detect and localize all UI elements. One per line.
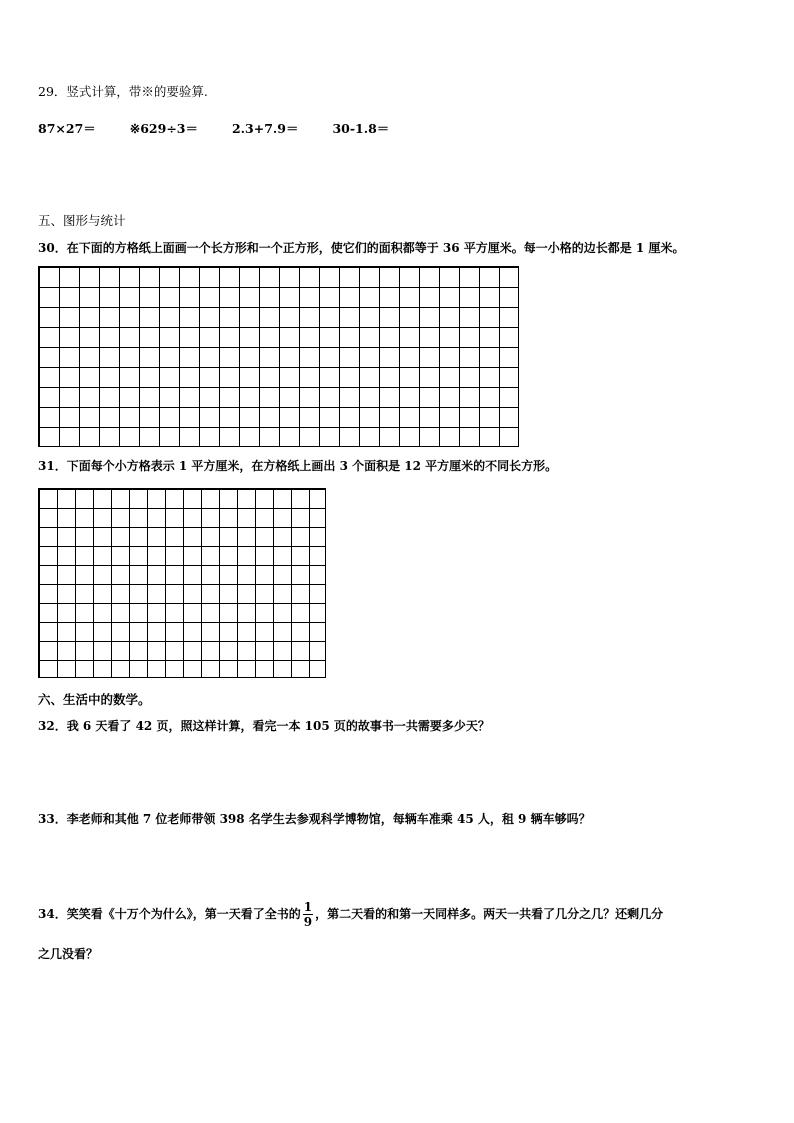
grid-paper-q30[interactable]	[38, 266, 519, 447]
section-6-heading: 六、生活中的数学。	[38, 692, 151, 707]
calc-item-3: 2.3+7.9＝	[231, 121, 299, 136]
q29-title: 29．竖式计算，带※的要验算.	[38, 84, 208, 99]
fraction-denominator: 9	[303, 915, 313, 929]
q34-text	[38, 900, 663, 929]
q31-text: 31．下面每个小方格表示 1 平方厘米，在方格纸上画出 3 个面积是 12 平方厘米的不同长方形。	[38, 459, 558, 473]
calc-item-4: 30-1.8＝	[332, 121, 390, 136]
fraction-one-ninth	[303, 900, 313, 929]
q32-text: 32．我 6 天看了 42 页，照这样计算，看完一本 105 页的故事书一共需要多少天？	[38, 719, 490, 733]
q34-line2: 之几没看？	[38, 947, 99, 961]
q33-text: 33．李老师和其他 7 位老师带领 398 名学生去参观科学博物馆，每辆车准乘 45 人，租 9 辆车够吗？	[38, 812, 591, 826]
q34-part1: 34．笑笑看《十万个为什么》，第一天看了全书的	[38, 907, 301, 921]
calc-item-1: 87×27＝	[38, 121, 96, 136]
q34-part2: ，第二天看的和第一天同样多。两天一共看了几分之几？还剩几分	[315, 907, 664, 921]
q30-text: 30．在下面的方格纸上面画一个长方形和一个正方形，使它们的面积都等于 36 平方厘米。每一小格的边长都是 1 厘米。	[38, 241, 685, 255]
section-5-heading: 五、图形与统计	[38, 213, 126, 228]
grid-paper-q31[interactable]	[38, 488, 326, 678]
q29-calc-row	[38, 121, 419, 137]
fraction-numerator: 1	[303, 900, 313, 914]
calc-item-2: ※629÷3＝	[129, 121, 198, 136]
